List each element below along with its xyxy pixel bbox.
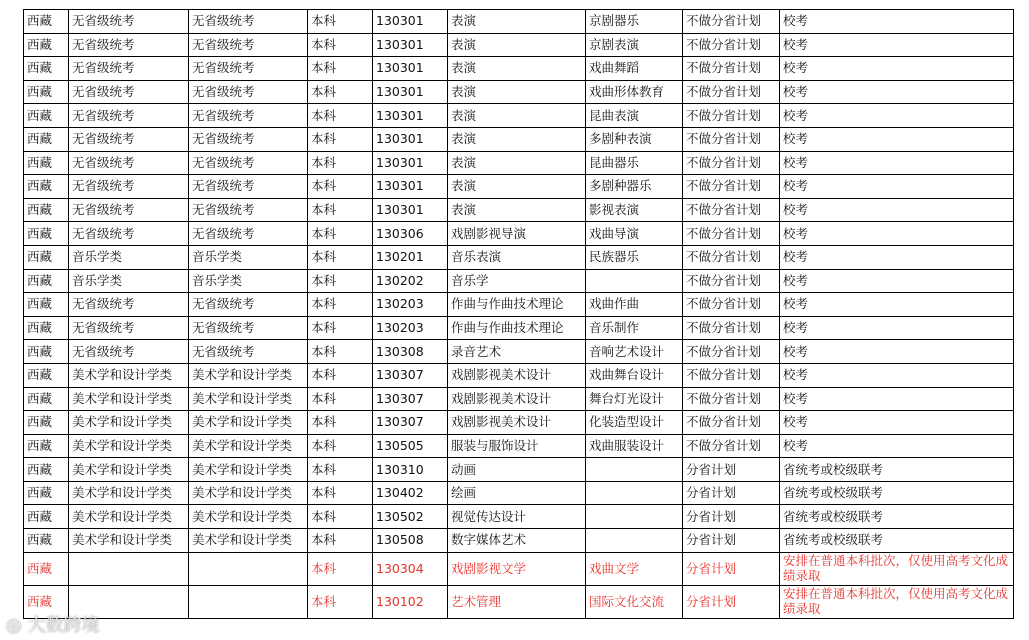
cell-exam-category: 无省级统考 xyxy=(69,80,189,104)
table-row xyxy=(24,316,1014,340)
cell-province: 西藏 xyxy=(24,151,69,175)
cell-major-code: 130301 xyxy=(373,33,448,57)
table-row xyxy=(24,529,1014,553)
cell-level: 本科 xyxy=(308,387,373,411)
cell-exam-mode: 校考 xyxy=(780,269,1014,293)
cell-province: 西藏 xyxy=(24,104,69,128)
cell-exam-mode: 校考 xyxy=(780,222,1014,246)
cell-plan-type: 不做分省计划 xyxy=(683,434,780,458)
cell-direction: 戏曲舞台设计 xyxy=(586,363,683,387)
cell-exam-category: 无省级统考 xyxy=(69,104,189,128)
cell-direction: 化装造型设计 xyxy=(586,411,683,435)
cell-direction xyxy=(586,481,683,505)
cell-plan-type: 分省计划 xyxy=(683,481,780,505)
cell-major-name: 戏剧影视美术设计 xyxy=(448,387,586,411)
cell-direction: 戏曲形体教育 xyxy=(586,80,683,104)
cell-major-name: 表演 xyxy=(448,104,586,128)
cell-level: 本科 xyxy=(308,529,373,553)
cell-direction: 音响艺术设计 xyxy=(586,340,683,364)
cell-direction: 戏曲舞蹈 xyxy=(586,57,683,81)
cell-level: 本科 xyxy=(308,222,373,246)
cell-direction: 昆曲表演 xyxy=(586,104,683,128)
cell-unified-exam: 音乐学类 xyxy=(189,245,308,269)
cell-province: 西藏 xyxy=(24,481,69,505)
cell-exam-category: 美术学和设计学类 xyxy=(69,458,189,482)
table-row xyxy=(24,293,1014,317)
table-row xyxy=(24,245,1014,269)
cell-unified-exam: 无省级统考 xyxy=(189,151,308,175)
cell-major-name: 表演 xyxy=(448,57,586,81)
cell-major-code: 130502 xyxy=(373,505,448,529)
cell-major-name: 动画 xyxy=(448,458,586,482)
cell-plan-type: 分省计划 xyxy=(683,505,780,529)
cell-direction: 音乐制作 xyxy=(586,316,683,340)
cell-exam-mode: 校考 xyxy=(780,151,1014,175)
cell-exam-category: 美术学和设计学类 xyxy=(69,411,189,435)
cell-major-name: 表演 xyxy=(448,198,586,222)
cell-major-name: 表演 xyxy=(448,10,586,34)
cell-exam-mode: 省统考或校级联考 xyxy=(780,505,1014,529)
cell-major-code: 130301 xyxy=(373,104,448,128)
cell-province: 西藏 xyxy=(24,552,69,585)
cell-major-code: 130306 xyxy=(373,222,448,246)
cell-exam-mode: 校考 xyxy=(780,411,1014,435)
cell-direction xyxy=(586,458,683,482)
cell-unified-exam: 美术学和设计学类 xyxy=(189,363,308,387)
cell-exam-mode: 校考 xyxy=(780,387,1014,411)
table-row xyxy=(24,127,1014,151)
cell-major-name: 表演 xyxy=(448,33,586,57)
cell-direction: 京剧器乐 xyxy=(586,10,683,34)
cell-province: 西藏 xyxy=(24,245,69,269)
cell-major-code: 130301 xyxy=(373,175,448,199)
table-row xyxy=(24,481,1014,505)
cell-level: 本科 xyxy=(308,434,373,458)
cell-exam-mode: 校考 xyxy=(780,80,1014,104)
cell-level: 本科 xyxy=(308,57,373,81)
cell-plan-type: 不做分省计划 xyxy=(683,80,780,104)
cell-plan-type: 不做分省计划 xyxy=(683,151,780,175)
cell-exam-mode: 校考 xyxy=(780,340,1014,364)
cell-major-name: 艺术管理 xyxy=(448,585,586,618)
weibo-icon: ◎ xyxy=(6,615,22,636)
table-row xyxy=(24,33,1014,57)
cell-direction: 舞台灯光设计 xyxy=(586,387,683,411)
cell-direction: 多剧种表演 xyxy=(586,127,683,151)
table-row xyxy=(24,104,1014,128)
cell-unified-exam xyxy=(189,552,308,585)
cell-exam-mode: 校考 xyxy=(780,175,1014,199)
cell-unified-exam: 美术学和设计学类 xyxy=(189,505,308,529)
table-row xyxy=(24,175,1014,199)
table-row xyxy=(24,387,1014,411)
cell-major-code: 130301 xyxy=(373,198,448,222)
cell-level: 本科 xyxy=(308,293,373,317)
cell-level: 本科 xyxy=(308,552,373,585)
cell-direction: 多剧种器乐 xyxy=(586,175,683,199)
cell-major-name: 绘画 xyxy=(448,481,586,505)
admission-table xyxy=(23,9,1014,619)
cell-province: 西藏 xyxy=(24,529,69,553)
cell-major-name: 表演 xyxy=(448,151,586,175)
cell-exam-category xyxy=(69,552,189,585)
cell-unified-exam: 无省级统考 xyxy=(189,127,308,151)
table-row xyxy=(24,80,1014,104)
cell-exam-mode: 校考 xyxy=(780,434,1014,458)
cell-major-code: 130304 xyxy=(373,552,448,585)
cell-unified-exam: 无省级统考 xyxy=(189,293,308,317)
cell-plan-type: 不做分省计划 xyxy=(683,245,780,269)
cell-exam-category: 无省级统考 xyxy=(69,175,189,199)
cell-exam-mode: 校考 xyxy=(780,363,1014,387)
cell-level: 本科 xyxy=(308,33,373,57)
cell-province: 西藏 xyxy=(24,222,69,246)
cell-major-name: 戏剧影视美术设计 xyxy=(448,411,586,435)
cell-exam-category: 音乐学类 xyxy=(69,269,189,293)
table-body xyxy=(24,10,1014,619)
cell-level: 本科 xyxy=(308,80,373,104)
cell-province: 西藏 xyxy=(24,411,69,435)
cell-level: 本科 xyxy=(308,340,373,364)
cell-province: 西藏 xyxy=(24,57,69,81)
cell-unified-exam xyxy=(189,585,308,618)
cell-exam-mode: 校考 xyxy=(780,33,1014,57)
cell-province: 西藏 xyxy=(24,340,69,364)
cell-level: 本科 xyxy=(308,127,373,151)
cell-plan-type: 分省计划 xyxy=(683,529,780,553)
cell-major-name: 表演 xyxy=(448,175,586,199)
table-row xyxy=(24,269,1014,293)
cell-major-code: 130307 xyxy=(373,411,448,435)
cell-exam-category: 美术学和设计学类 xyxy=(69,481,189,505)
table-row xyxy=(24,57,1014,81)
cell-exam-category: 美术学和设计学类 xyxy=(69,434,189,458)
cell-province: 西藏 xyxy=(24,127,69,151)
cell-province: 西藏 xyxy=(24,33,69,57)
cell-major-name: 戏剧影视导演 xyxy=(448,222,586,246)
table-row xyxy=(24,434,1014,458)
cell-direction: 昆曲器乐 xyxy=(586,151,683,175)
cell-plan-type: 不做分省计划 xyxy=(683,293,780,317)
cell-major-code: 130301 xyxy=(373,151,448,175)
cell-exam-category: 无省级统考 xyxy=(69,10,189,34)
cell-province: 西藏 xyxy=(24,387,69,411)
cell-level: 本科 xyxy=(308,481,373,505)
cell-unified-exam: 无省级统考 xyxy=(189,316,308,340)
cell-exam-category: 无省级统考 xyxy=(69,57,189,81)
table-row xyxy=(24,458,1014,482)
cell-unified-exam: 无省级统考 xyxy=(189,340,308,364)
cell-major-name: 戏剧影视文学 xyxy=(448,552,586,585)
table-row xyxy=(24,151,1014,175)
cell-level: 本科 xyxy=(308,245,373,269)
cell-unified-exam: 无省级统考 xyxy=(189,198,308,222)
cell-unified-exam: 美术学和设计学类 xyxy=(189,481,308,505)
cell-province: 西藏 xyxy=(24,293,69,317)
cell-unified-exam: 音乐学类 xyxy=(189,269,308,293)
cell-major-code: 130402 xyxy=(373,481,448,505)
cell-exam-category: 美术学和设计学类 xyxy=(69,529,189,553)
cell-unified-exam: 无省级统考 xyxy=(189,57,308,81)
cell-major-name: 视觉传达设计 xyxy=(448,505,586,529)
cell-unified-exam: 无省级统考 xyxy=(189,222,308,246)
cell-unified-exam: 无省级统考 xyxy=(189,10,308,34)
cell-unified-exam: 美术学和设计学类 xyxy=(189,529,308,553)
cell-exam-mode: 安排在普通本科批次，仅使用高考文化成绩录取 xyxy=(780,585,1014,618)
cell-unified-exam: 美术学和设计学类 xyxy=(189,411,308,435)
table-row xyxy=(24,222,1014,246)
cell-major-name: 录音艺术 xyxy=(448,340,586,364)
cell-major-name: 服装与服饰设计 xyxy=(448,434,586,458)
cell-plan-type: 不做分省计划 xyxy=(683,104,780,128)
cell-unified-exam: 无省级统考 xyxy=(189,33,308,57)
cell-level: 本科 xyxy=(308,104,373,128)
cell-plan-type: 不做分省计划 xyxy=(683,222,780,246)
cell-province: 西藏 xyxy=(24,316,69,340)
cell-major-name: 表演 xyxy=(448,127,586,151)
cell-plan-type: 不做分省计划 xyxy=(683,175,780,199)
cell-plan-type: 不做分省计划 xyxy=(683,316,780,340)
cell-unified-exam: 美术学和设计学类 xyxy=(189,458,308,482)
cell-exam-category: 无省级统考 xyxy=(69,198,189,222)
cell-direction: 戏曲导演 xyxy=(586,222,683,246)
cell-plan-type: 不做分省计划 xyxy=(683,269,780,293)
cell-level: 本科 xyxy=(308,198,373,222)
cell-major-name: 戏剧影视美术设计 xyxy=(448,363,586,387)
cell-exam-mode: 省统考或校级联考 xyxy=(780,481,1014,505)
cell-exam-mode: 校考 xyxy=(780,104,1014,128)
cell-exam-mode: 校考 xyxy=(780,57,1014,81)
cell-exam-category: 音乐学类 xyxy=(69,245,189,269)
cell-major-name: 表演 xyxy=(448,80,586,104)
cell-exam-category: 无省级统考 xyxy=(69,293,189,317)
cell-exam-category: 美术学和设计学类 xyxy=(69,505,189,529)
cell-plan-type: 不做分省计划 xyxy=(683,10,780,34)
cell-exam-mode: 校考 xyxy=(780,245,1014,269)
cell-exam-category: 无省级统考 xyxy=(69,340,189,364)
cell-level: 本科 xyxy=(308,151,373,175)
cell-major-code: 130102 xyxy=(373,585,448,618)
cell-unified-exam: 美术学和设计学类 xyxy=(189,434,308,458)
cell-exam-mode: 省统考或校级联考 xyxy=(780,458,1014,482)
cell-major-code: 130201 xyxy=(373,245,448,269)
cell-major-code: 130301 xyxy=(373,10,448,34)
cell-direction: 国际文化交流 xyxy=(586,585,683,618)
cell-major-code: 130301 xyxy=(373,127,448,151)
cell-level: 本科 xyxy=(308,316,373,340)
cell-major-name: 数字媒体艺术 xyxy=(448,529,586,553)
cell-province: 西藏 xyxy=(24,269,69,293)
cell-plan-type: 不做分省计划 xyxy=(683,33,780,57)
cell-direction: 民族器乐 xyxy=(586,245,683,269)
cell-major-name: 作曲与作曲技术理论 xyxy=(448,316,586,340)
cell-major-code: 130202 xyxy=(373,269,448,293)
table-row xyxy=(24,505,1014,529)
cell-exam-mode: 校考 xyxy=(780,127,1014,151)
table-row xyxy=(24,10,1014,34)
cell-province: 西藏 xyxy=(24,80,69,104)
cell-level: 本科 xyxy=(308,363,373,387)
cell-exam-mode: 省统考或校级联考 xyxy=(780,529,1014,553)
cell-major-code: 130505 xyxy=(373,434,448,458)
cell-exam-mode: 校考 xyxy=(780,316,1014,340)
cell-plan-type: 分省计划 xyxy=(683,585,780,618)
cell-plan-type: 不做分省计划 xyxy=(683,411,780,435)
cell-exam-mode: 校考 xyxy=(780,293,1014,317)
cell-exam-category: 美术学和设计学类 xyxy=(69,387,189,411)
cell-level: 本科 xyxy=(308,269,373,293)
cell-plan-type: 不做分省计划 xyxy=(683,127,780,151)
cell-exam-mode: 安排在普通本科批次，仅使用高考文化成绩录取 xyxy=(780,552,1014,585)
cell-exam-mode: 校考 xyxy=(780,10,1014,34)
cell-level: 本科 xyxy=(308,10,373,34)
table-row xyxy=(24,552,1014,585)
cell-direction: 影视表演 xyxy=(586,198,683,222)
cell-direction: 戏曲文学 xyxy=(586,552,683,585)
cell-province: 西藏 xyxy=(24,175,69,199)
cell-exam-category: 无省级统考 xyxy=(69,222,189,246)
cell-direction: 戏曲服装设计 xyxy=(586,434,683,458)
cell-major-code: 130307 xyxy=(373,387,448,411)
cell-major-code: 130310 xyxy=(373,458,448,482)
table-row xyxy=(24,198,1014,222)
cell-major-code: 130308 xyxy=(373,340,448,364)
cell-direction xyxy=(586,269,683,293)
cell-exam-category: 无省级统考 xyxy=(69,33,189,57)
cell-unified-exam: 无省级统考 xyxy=(189,80,308,104)
cell-unified-exam: 美术学和设计学类 xyxy=(189,387,308,411)
cell-exam-category: 无省级统考 xyxy=(69,316,189,340)
cell-major-code: 130203 xyxy=(373,316,448,340)
cell-plan-type: 不做分省计划 xyxy=(683,57,780,81)
cell-plan-type: 不做分省计划 xyxy=(683,363,780,387)
cell-major-code: 130301 xyxy=(373,80,448,104)
cell-exam-category: 无省级统考 xyxy=(69,151,189,175)
cell-direction xyxy=(586,529,683,553)
cell-exam-mode: 校考 xyxy=(780,198,1014,222)
table-row xyxy=(24,363,1014,387)
cell-level: 本科 xyxy=(308,411,373,435)
cell-level: 本科 xyxy=(308,505,373,529)
watermark xyxy=(6,611,99,637)
cell-province: 西藏 xyxy=(24,363,69,387)
cell-direction: 戏曲作曲 xyxy=(586,293,683,317)
cell-major-name: 音乐表演 xyxy=(448,245,586,269)
watermark-text: 大数跨境 xyxy=(27,615,100,636)
table-row xyxy=(24,585,1014,618)
cell-plan-type: 分省计划 xyxy=(683,552,780,585)
cell-province: 西藏 xyxy=(24,434,69,458)
cell-plan-type: 不做分省计划 xyxy=(683,387,780,411)
cell-level: 本科 xyxy=(308,585,373,618)
cell-major-code: 130203 xyxy=(373,293,448,317)
cell-unified-exam: 无省级统考 xyxy=(189,175,308,199)
cell-direction xyxy=(586,505,683,529)
cell-major-code: 130307 xyxy=(373,363,448,387)
cell-unified-exam: 无省级统考 xyxy=(189,104,308,128)
cell-level: 本科 xyxy=(308,458,373,482)
cell-exam-category: 美术学和设计学类 xyxy=(69,363,189,387)
cell-plan-type: 不做分省计划 xyxy=(683,340,780,364)
cell-province: 西藏 xyxy=(24,198,69,222)
table-row xyxy=(24,340,1014,364)
table-row xyxy=(24,411,1014,435)
cell-major-code: 130301 xyxy=(373,57,448,81)
cell-major-code: 130508 xyxy=(373,529,448,553)
cell-plan-type: 分省计划 xyxy=(683,458,780,482)
cell-province: 西藏 xyxy=(24,10,69,34)
cell-major-name: 作曲与作曲技术理论 xyxy=(448,293,586,317)
cell-major-name: 音乐学 xyxy=(448,269,586,293)
cell-province: 西藏 xyxy=(24,585,69,618)
cell-level: 本科 xyxy=(308,175,373,199)
cell-direction: 京剧表演 xyxy=(586,33,683,57)
cell-exam-category: 无省级统考 xyxy=(69,127,189,151)
cell-plan-type: 不做分省计划 xyxy=(683,198,780,222)
cell-province: 西藏 xyxy=(24,505,69,529)
cell-province: 西藏 xyxy=(24,458,69,482)
